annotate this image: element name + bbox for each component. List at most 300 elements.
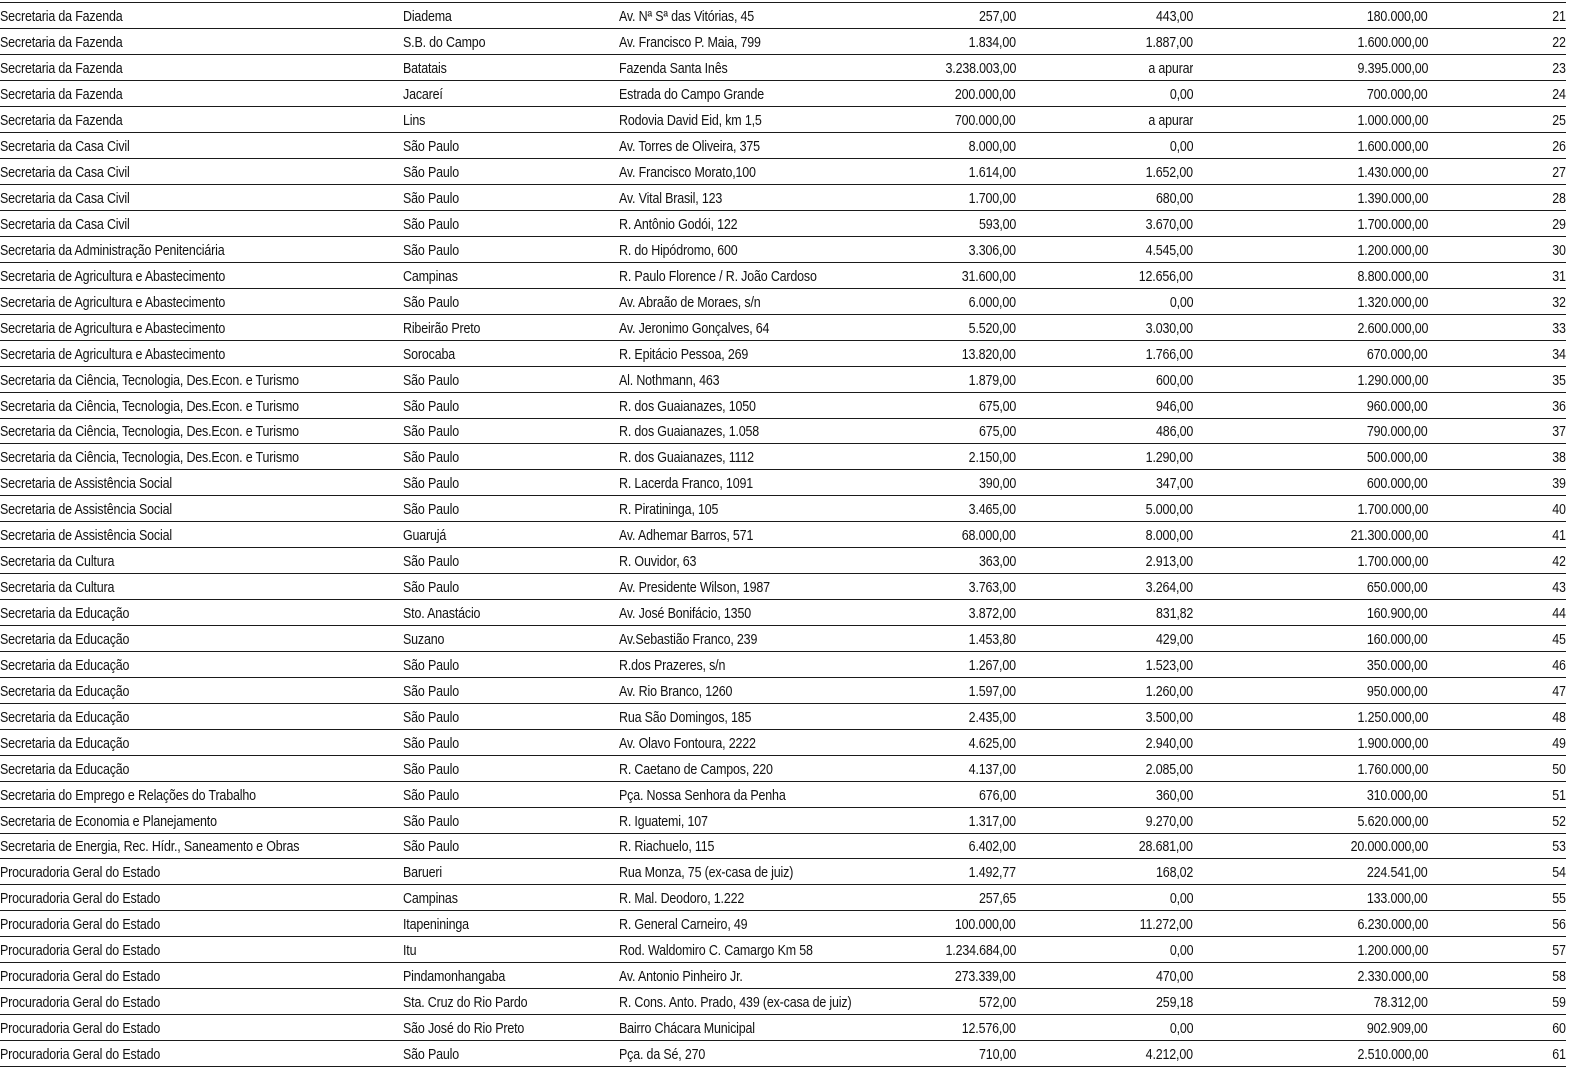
city-cell — [403, 781, 619, 807]
item-number-cell-text: 24 — [1552, 87, 1566, 104]
item-number-cell-text: 23 — [1552, 61, 1566, 78]
land-area-cell-text: 676,00 — [978, 787, 1016, 804]
address-cell-text: Al. Nothmann, 463 — [619, 372, 720, 389]
city-cell — [403, 729, 619, 755]
value-cell — [1193, 807, 1428, 833]
land-area-cell — [919, 807, 1016, 833]
table-row — [0, 963, 1566, 989]
built-area-cell — [1016, 522, 1193, 548]
address-cell-text: Av. Antonio Pinheiro Jr. — [619, 969, 743, 986]
organization-cell-text: Procuradoria Geral do Estado — [0, 891, 161, 908]
city-cell — [403, 1041, 619, 1067]
land-area-cell — [919, 989, 1016, 1015]
address-cell-text: Av. Olavo Fontoura, 2222 — [619, 735, 756, 752]
land-area-cell-text: 5.520,00 — [968, 320, 1016, 337]
land-area-cell — [919, 262, 1016, 288]
city-cell-text: São Paulo — [403, 787, 460, 804]
land-area-cell-text: 257,00 — [978, 9, 1016, 26]
built-area-cell — [1016, 1015, 1193, 1041]
city-cell — [403, 833, 619, 859]
item-number-cell — [1428, 159, 1566, 185]
table-row — [0, 288, 1566, 314]
built-area-cell-text: 2.085,00 — [1145, 761, 1193, 778]
built-area-cell-text: 0,00 — [1169, 87, 1193, 104]
built-area-cell — [1016, 626, 1193, 652]
land-area-cell-text: 68.000,00 — [962, 528, 1016, 545]
land-area-cell-text: 3.306,00 — [968, 242, 1016, 259]
table-row — [0, 626, 1566, 652]
address-cell-text: R. Mal. Deodoro, 1.222 — [619, 891, 745, 908]
organization-cell-text: Procuradoria Geral do Estado — [0, 995, 161, 1012]
value-cell-text: 1.760.000,00 — [1357, 761, 1428, 778]
land-area-cell — [919, 418, 1016, 444]
address-cell — [619, 781, 919, 807]
item-number-cell — [1428, 989, 1566, 1015]
value-cell — [1193, 340, 1428, 366]
address-cell-text: R. Epitácio Pessoa, 269 — [619, 346, 749, 363]
city-cell-text: São Paulo — [403, 554, 460, 571]
address-cell-text: Estrada do Campo Grande — [619, 87, 765, 104]
address-cell-text: Av. Presidente Wilson, 1987 — [619, 580, 770, 597]
city-cell-text: Barueri — [403, 865, 442, 882]
land-area-cell — [919, 29, 1016, 55]
value-cell-text: 21.300.000,00 — [1350, 528, 1428, 545]
land-area-cell — [919, 755, 1016, 781]
land-area-cell-text: 3.763,00 — [968, 580, 1016, 597]
city-cell — [403, 989, 619, 1015]
built-area-cell — [1016, 211, 1193, 237]
value-cell-text: 160.900,00 — [1367, 606, 1428, 623]
built-area-cell — [1016, 29, 1193, 55]
address-cell — [619, 288, 919, 314]
organization-cell — [0, 3, 403, 29]
table-row — [0, 3, 1566, 29]
land-area-cell-text: 675,00 — [978, 424, 1016, 441]
land-area-cell-text: 593,00 — [978, 216, 1016, 233]
built-area-cell-text: 259,18 — [1155, 995, 1193, 1012]
value-cell — [1193, 574, 1428, 600]
item-number-cell-text: 43 — [1552, 580, 1566, 597]
organization-cell-text: Secretaria da Casa Civil — [0, 191, 130, 208]
address-cell-text: Rua Monza, 75 (ex-casa de juiz) — [619, 865, 794, 882]
value-cell-text: 600.000,00 — [1367, 476, 1428, 493]
value-cell — [1193, 859, 1428, 885]
land-area-cell — [919, 366, 1016, 392]
item-number-cell-text: 25 — [1552, 113, 1566, 130]
table-row — [0, 159, 1566, 185]
organization-cell — [0, 392, 403, 418]
address-cell — [619, 703, 919, 729]
value-cell-text: 1.250.000,00 — [1357, 709, 1428, 726]
land-area-cell — [919, 626, 1016, 652]
address-cell-text: R.dos Prazeres, s/n — [619, 657, 726, 674]
land-area-cell — [919, 55, 1016, 81]
item-number-cell — [1428, 885, 1566, 911]
city-cell-text: São Paulo — [403, 839, 460, 856]
land-area-cell-text: 8.000,00 — [968, 139, 1016, 156]
city-cell-text: Pindamonhangaba — [403, 969, 506, 986]
organization-cell — [0, 781, 403, 807]
item-number-cell — [1428, 807, 1566, 833]
value-cell-text: 790.000,00 — [1367, 424, 1428, 441]
city-cell-text: São Paulo — [403, 580, 460, 597]
organization-cell — [0, 444, 403, 470]
city-cell — [403, 703, 619, 729]
organization-cell-text: Procuradoria Geral do Estado — [0, 1021, 161, 1038]
city-cell-text: São Paulo — [403, 450, 460, 467]
value-cell — [1193, 781, 1428, 807]
land-area-cell-text: 273.339,00 — [955, 969, 1016, 986]
value-cell-text: 1.200.000,00 — [1357, 242, 1428, 259]
value-cell — [1193, 262, 1428, 288]
value-cell — [1193, 288, 1428, 314]
organization-cell-text: Secretaria da Ciência, Tecnologia, Des.Econ. e Turismo — [0, 424, 299, 441]
item-number-cell — [1428, 574, 1566, 600]
value-cell — [1193, 1041, 1428, 1067]
value-cell — [1193, 911, 1428, 937]
value-cell-text: 1.390.000,00 — [1357, 191, 1428, 208]
address-cell — [619, 366, 919, 392]
organization-cell-text: Secretaria da Casa Civil — [0, 216, 130, 233]
organization-cell — [0, 911, 403, 937]
organization-cell — [0, 185, 403, 211]
organization-cell — [0, 211, 403, 237]
address-cell — [619, 755, 919, 781]
value-cell — [1193, 600, 1428, 626]
organization-cell-text: Secretaria de Energia, Rec. Hídr., Saneamento e Obras — [0, 839, 300, 856]
city-cell-text: Itapenininga — [403, 917, 469, 934]
city-cell-text: Campinas — [403, 891, 458, 908]
city-cell-text: São José do Rio Preto — [403, 1021, 525, 1038]
city-cell — [403, 55, 619, 81]
built-area-cell-text: 680,00 — [1155, 191, 1193, 208]
built-area-cell — [1016, 314, 1193, 340]
organization-cell-text: Secretaria da Fazenda — [0, 113, 123, 130]
land-area-cell — [919, 677, 1016, 703]
address-cell-text: Av. Rio Branco, 1260 — [619, 683, 733, 700]
organization-cell — [0, 262, 403, 288]
address-cell — [619, 470, 919, 496]
land-area-cell — [919, 236, 1016, 262]
address-cell-text: Bairro Chácara Municipal — [619, 1021, 755, 1038]
city-cell — [403, 677, 619, 703]
city-cell — [403, 159, 619, 185]
item-number-cell — [1428, 548, 1566, 574]
item-number-cell — [1428, 29, 1566, 55]
built-area-cell — [1016, 444, 1193, 470]
organization-cell — [0, 288, 403, 314]
built-area-cell — [1016, 107, 1193, 133]
value-cell-text: 1.700.000,00 — [1357, 216, 1428, 233]
built-area-cell-text: 5.000,00 — [1145, 502, 1193, 519]
item-number-cell — [1428, 703, 1566, 729]
city-cell-text: S.B. do Campo — [403, 35, 486, 52]
address-cell-text: R. Caetano de Campos, 220 — [619, 761, 773, 778]
value-cell — [1193, 729, 1428, 755]
land-area-cell — [919, 288, 1016, 314]
built-area-cell-text: 429,00 — [1155, 631, 1193, 648]
address-cell — [619, 392, 919, 418]
table-row — [0, 236, 1566, 262]
built-area-cell — [1016, 496, 1193, 522]
value-cell — [1193, 651, 1428, 677]
city-cell — [403, 133, 619, 159]
address-cell-text: Av. Francisco P. Maia, 799 — [619, 35, 761, 52]
built-area-cell — [1016, 55, 1193, 81]
organization-cell-text: Secretaria da Fazenda — [0, 87, 123, 104]
address-cell-text: Av. Jeronimo Gonçalves, 64 — [619, 320, 770, 337]
value-cell-text: 1.700.000,00 — [1357, 502, 1428, 519]
table-row — [0, 574, 1566, 600]
city-cell — [403, 496, 619, 522]
address-cell-text: Av. José Bonifácio, 1350 — [619, 606, 751, 623]
city-cell-text: São Paulo — [403, 372, 460, 389]
value-cell — [1193, 107, 1428, 133]
city-cell-text: Batatais — [403, 61, 447, 78]
city-cell-text: Suzano — [403, 631, 445, 648]
built-area-cell — [1016, 807, 1193, 833]
built-area-cell — [1016, 418, 1193, 444]
built-area-cell — [1016, 703, 1193, 729]
city-cell — [403, 418, 619, 444]
value-cell-text: 1.700.000,00 — [1357, 554, 1428, 571]
item-number-cell — [1428, 314, 1566, 340]
address-cell-text: Av.Sebastião Franco, 239 — [619, 631, 758, 648]
organization-cell-text: Secretaria da Fazenda — [0, 61, 123, 78]
item-number-cell-text: 38 — [1552, 450, 1566, 467]
value-cell-text: 950.000,00 — [1367, 683, 1428, 700]
address-cell — [619, 1015, 919, 1041]
land-area-cell-text: 2.435,00 — [968, 709, 1016, 726]
table-row — [0, 911, 1566, 937]
built-area-cell-text: 486,00 — [1155, 424, 1193, 441]
land-area-cell-text: 3.872,00 — [968, 606, 1016, 623]
organization-cell — [0, 807, 403, 833]
land-area-cell-text: 257,65 — [978, 891, 1016, 908]
built-area-cell-text: a apurar — [1147, 113, 1193, 130]
built-area-cell — [1016, 677, 1193, 703]
table-row — [0, 937, 1566, 963]
address-cell — [619, 81, 919, 107]
item-number-cell-text: 57 — [1552, 943, 1566, 960]
built-area-cell-text: 600,00 — [1155, 372, 1193, 389]
value-cell-text: 650.000,00 — [1367, 580, 1428, 597]
address-cell-text: Rua São Domingos, 185 — [619, 709, 752, 726]
city-cell-text: Sta. Cruz do Rio Pardo — [403, 995, 528, 1012]
value-cell-text: 1.200.000,00 — [1357, 943, 1428, 960]
value-cell — [1193, 133, 1428, 159]
organization-cell-text: Secretaria da Ciência, Tecnologia, Des.Econ. e Turismo — [0, 398, 299, 415]
value-cell-text: 1.900.000,00 — [1357, 735, 1428, 752]
city-cell-text: Diadema — [403, 9, 452, 26]
address-cell — [619, 496, 919, 522]
item-number-cell — [1428, 418, 1566, 444]
land-area-cell — [919, 1015, 1016, 1041]
built-area-cell-text: 0,00 — [1169, 943, 1193, 960]
city-cell-text: São Paulo — [403, 165, 460, 182]
built-area-cell — [1016, 600, 1193, 626]
land-area-cell-text: 1.834,00 — [968, 35, 1016, 52]
organization-cell — [0, 366, 403, 392]
city-cell-text: Guarujá — [403, 528, 447, 545]
organization-cell-text: Secretaria da Cultura — [0, 554, 115, 571]
land-area-cell-text: 6.402,00 — [968, 839, 1016, 856]
city-cell — [403, 3, 619, 29]
address-cell-text: R. Antônio Godói, 122 — [619, 216, 738, 233]
city-cell — [403, 81, 619, 107]
land-area-cell — [919, 703, 1016, 729]
address-cell-text: Pça. Nossa Senhora da Penha — [619, 787, 786, 804]
address-cell — [619, 626, 919, 652]
built-area-cell — [1016, 288, 1193, 314]
item-number-cell-text: 28 — [1552, 191, 1566, 208]
built-area-cell-text: 1.523,00 — [1145, 657, 1193, 674]
organization-cell-text: Procuradoria Geral do Estado — [0, 865, 161, 882]
city-cell-text: Sorocaba — [403, 346, 456, 363]
item-number-cell — [1428, 626, 1566, 652]
item-number-cell-text: 21 — [1552, 9, 1566, 26]
table-row — [0, 366, 1566, 392]
organization-cell — [0, 937, 403, 963]
address-cell — [619, 885, 919, 911]
built-area-cell-text: 4.545,00 — [1145, 242, 1193, 259]
item-number-cell-text: 40 — [1552, 502, 1566, 519]
table-row — [0, 496, 1566, 522]
organization-cell-text: Secretaria da Casa Civil — [0, 139, 130, 156]
land-area-cell-text: 1.453,80 — [968, 631, 1016, 648]
organization-cell — [0, 548, 403, 574]
land-area-cell-text: 1.492,77 — [968, 865, 1016, 882]
built-area-cell-text: 9.270,00 — [1145, 813, 1193, 830]
city-cell — [403, 807, 619, 833]
value-cell — [1193, 755, 1428, 781]
built-area-cell — [1016, 340, 1193, 366]
city-cell — [403, 522, 619, 548]
built-area-cell-text: 1.887,00 — [1145, 35, 1193, 52]
city-cell-text: Jacareí — [403, 87, 443, 104]
table-row — [0, 55, 1566, 81]
land-area-cell-text: 4.137,00 — [968, 761, 1016, 778]
organization-cell — [0, 81, 403, 107]
built-area-cell — [1016, 989, 1193, 1015]
organization-cell-text: Secretaria da Ciência, Tecnologia, Des.Econ. e Turismo — [0, 450, 299, 467]
built-area-cell — [1016, 81, 1193, 107]
table-row — [0, 133, 1566, 159]
organization-cell — [0, 859, 403, 885]
city-cell-text: São Paulo — [403, 709, 460, 726]
organization-cell — [0, 755, 403, 781]
address-cell — [619, 314, 919, 340]
organization-cell-text: Secretaria da Ciência, Tecnologia, Des.Econ. e Turismo — [0, 372, 299, 389]
city-cell-text: São Paulo — [403, 657, 460, 674]
land-area-cell-text: 2.150,00 — [968, 450, 1016, 467]
item-number-cell-text: 22 — [1552, 35, 1566, 52]
built-area-cell-text: 2.913,00 — [1145, 554, 1193, 571]
item-number-cell-text: 51 — [1552, 787, 1566, 804]
value-cell — [1193, 548, 1428, 574]
table-row — [0, 600, 1566, 626]
city-cell — [403, 911, 619, 937]
value-cell-text: 902.909,00 — [1367, 1021, 1428, 1038]
address-cell-text: Rodovia David Eid, km 1,5 — [619, 113, 762, 130]
value-cell — [1193, 496, 1428, 522]
value-cell-text: 2.330.000,00 — [1357, 969, 1428, 986]
city-cell — [403, 236, 619, 262]
city-cell — [403, 185, 619, 211]
organization-cell — [0, 1041, 403, 1067]
value-cell-text: 160.000,00 — [1367, 631, 1428, 648]
built-area-cell — [1016, 159, 1193, 185]
address-cell-text: R. Piratininga, 105 — [619, 502, 719, 519]
address-cell — [619, 937, 919, 963]
city-cell-text: São Paulo — [403, 761, 460, 778]
land-area-cell-text: 363,00 — [978, 554, 1016, 571]
item-number-cell-text: 29 — [1552, 216, 1566, 233]
value-cell-text: 1.600.000,00 — [1357, 35, 1428, 52]
organization-cell-text: Procuradoria Geral do Estado — [0, 969, 161, 986]
city-cell-text: São Paulo — [403, 216, 460, 233]
table-row — [0, 314, 1566, 340]
built-area-cell-text: 1.652,00 — [1145, 165, 1193, 182]
item-number-cell-text: 44 — [1552, 606, 1566, 623]
address-cell-text: Av. Vital Brasil, 123 — [619, 191, 723, 208]
item-number-cell — [1428, 522, 1566, 548]
land-area-cell-text: 1.597,00 — [968, 683, 1016, 700]
organization-cell — [0, 574, 403, 600]
built-area-cell — [1016, 911, 1193, 937]
address-cell — [619, 833, 919, 859]
value-cell — [1193, 236, 1428, 262]
built-area-cell-text: 946,00 — [1155, 398, 1193, 415]
item-number-cell-text: 61 — [1552, 1046, 1566, 1063]
city-cell — [403, 340, 619, 366]
address-cell — [619, 729, 919, 755]
table-row — [0, 989, 1566, 1015]
value-cell-text: 500.000,00 — [1367, 450, 1428, 467]
table-row — [0, 548, 1566, 574]
city-cell — [403, 392, 619, 418]
value-cell-text: 670.000,00 — [1367, 346, 1428, 363]
address-cell — [619, 522, 919, 548]
land-area-cell — [919, 600, 1016, 626]
address-cell-text: R. Paulo Florence / R. João Cardoso — [619, 268, 817, 285]
organization-cell-text: Secretaria de Economia e Planejamento — [0, 813, 217, 830]
built-area-cell-text: 1.766,00 — [1145, 346, 1193, 363]
built-area-cell-text: 28.681,00 — [1139, 839, 1193, 856]
built-area-cell-text: 0,00 — [1169, 294, 1193, 311]
organization-cell-text: Secretaria da Educação — [0, 606, 130, 623]
city-cell — [403, 211, 619, 237]
address-cell-text: Av. Abraão de Moraes, s/n — [619, 294, 761, 311]
address-cell — [619, 107, 919, 133]
item-number-cell — [1428, 1015, 1566, 1041]
value-cell-text: 224.541,00 — [1367, 865, 1428, 882]
value-cell — [1193, 833, 1428, 859]
built-area-cell-text: 360,00 — [1155, 787, 1193, 804]
value-cell — [1193, 444, 1428, 470]
address-cell — [619, 574, 919, 600]
city-cell-text: São Paulo — [403, 139, 460, 156]
address-cell — [619, 548, 919, 574]
built-area-cell — [1016, 185, 1193, 211]
built-area-cell-text: 8.000,00 — [1145, 528, 1193, 545]
organization-cell-text: Secretaria da Educação — [0, 709, 130, 726]
item-number-cell-text: 60 — [1552, 1021, 1566, 1038]
address-cell — [619, 159, 919, 185]
city-cell-text: Itu — [403, 943, 417, 960]
value-cell — [1193, 314, 1428, 340]
address-cell — [619, 340, 919, 366]
